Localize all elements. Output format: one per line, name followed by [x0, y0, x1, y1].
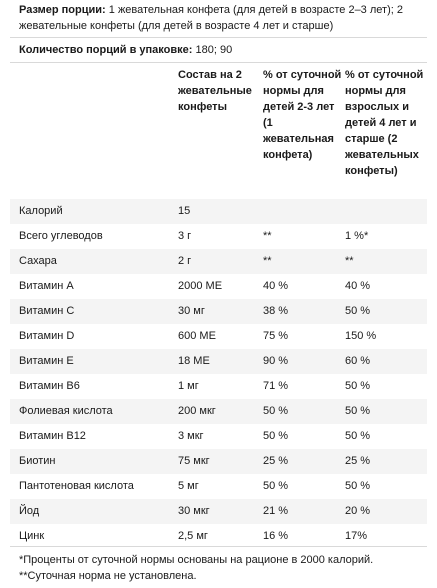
table-row: [10, 299, 427, 324]
serving-size: [19, 2, 419, 34]
footnote-daily-value: *Проценты от суточной нормы основаны на рационе в 2000 калорий.: [19, 554, 374, 566]
nutrient-dv-child: 50 %: [263, 405, 289, 417]
nutrient-dv-adult: 20 %: [345, 505, 371, 517]
table-row: [10, 199, 427, 224]
nutrient-dv-adult: 50 %: [345, 480, 371, 492]
nutrient-name: Витамин A: [19, 280, 74, 292]
nutrient-dv-child: 71 %: [263, 380, 289, 392]
nutrient-name: Цинк: [19, 530, 45, 542]
nutrient-dv-adult: 40 %: [345, 280, 371, 292]
nutrient-dv-child: 38 %: [263, 305, 289, 317]
nutrient-name: Витамин B6: [19, 380, 80, 392]
nutrient-amount: 2 г: [178, 255, 192, 267]
table-row: [10, 424, 427, 449]
table-row: [10, 274, 427, 299]
table-row: [10, 374, 427, 399]
nutrient-name: Йод: [19, 505, 40, 517]
nutrient-dv-child: 75 %: [263, 330, 289, 342]
nutrient-dv-adult: 1 %*: [345, 230, 369, 242]
nutrient-dv-child: **: [263, 230, 272, 242]
column-header-dv-child: % от суточной нормы для детей 2-3 лет (1 жевательная конфета): [263, 69, 342, 161]
divider: [10, 62, 427, 63]
nutrient-dv-adult: 17%: [345, 530, 368, 542]
nutrient-name: Сахара: [19, 255, 57, 267]
nutrient-name: Фолиевая кислота: [19, 405, 113, 417]
table-row: [10, 474, 427, 499]
nutrient-amount: 15: [178, 205, 191, 217]
nutrient-name: Витамин E: [19, 355, 74, 367]
nutrient-name: Калорий: [19, 205, 63, 217]
table-row: [10, 449, 427, 474]
nutrient-amount: 200 мкг: [178, 405, 216, 417]
nutrient-dv-adult: 25 %: [345, 455, 371, 467]
servings-per-container: [19, 43, 232, 57]
nutrient-dv-child: 21 %: [263, 505, 289, 517]
footnote-not-established: **Суточная норма не установлена.: [19, 570, 197, 582]
servings-value: 180; 90: [195, 44, 233, 56]
nutrient-amount: 18 МЕ: [178, 355, 210, 367]
table-row: [10, 324, 427, 349]
nutrient-dv-adult: 50 %: [345, 405, 371, 417]
nutrient-amount: 3 мкг: [178, 430, 204, 442]
nutrient-name: Витамин D: [19, 330, 75, 342]
nutrient-amount: 30 мг: [178, 305, 205, 317]
supplement-facts-panel: [10, 0, 427, 588]
nutrient-dv-child: 50 %: [263, 430, 289, 442]
nutrient-dv-child: 16 %: [263, 530, 289, 542]
table-row: [10, 349, 427, 374]
nutrient-dv-child: 25 %: [263, 455, 289, 467]
nutrient-name: Витамин C: [19, 305, 75, 317]
nutrient-dv-child: 90 %: [263, 355, 289, 367]
nutrient-dv-adult: 150 %: [345, 330, 377, 342]
divider: [10, 37, 427, 38]
column-header-dv-adult: % от суточной нормы для взрослых и детей 4 лет и старше (2 жевательных конфеты): [345, 69, 424, 177]
nutrient-amount: 75 мкг: [178, 455, 210, 467]
nutrient-dv-child: **: [263, 255, 272, 267]
serving-size-text: 1 жевательная конфета (для детей в возрасте 2–3 лет); 2 жевательные конфеты (для детей в возрасте 4 лет и старше): [19, 4, 403, 32]
nutrient-amount: 2,5 мг: [178, 530, 208, 542]
nutrient-dv-adult: 60 %: [345, 355, 371, 367]
table-row: [10, 249, 427, 274]
nutrient-dv-adult: 50 %: [345, 305, 371, 317]
nutrient-amount: 1 мг: [178, 380, 199, 392]
nutrient-amount: 3 г: [178, 230, 192, 242]
table-row: [10, 224, 427, 249]
serving-size-label: Размер порции:: [19, 4, 106, 16]
nutrient-amount: 2000 МЕ: [178, 280, 223, 292]
nutrient-dv-adult: 50 %: [345, 380, 371, 392]
table-row: [10, 499, 427, 524]
nutrient-dv-child: 50 %: [263, 480, 289, 492]
nutrient-name: Биотин: [19, 455, 56, 467]
nutrient-amount: 30 мкг: [178, 505, 210, 517]
nutrient-name: Витамин B12: [19, 430, 86, 442]
nutrient-dv-adult: **: [345, 255, 354, 267]
nutrient-dv-adult: 50 %: [345, 430, 371, 442]
nutrient-amount: 5 мг: [178, 480, 199, 492]
servings-label: Количество порций в упаковке:: [19, 44, 193, 56]
nutrient-amount: 600 МЕ: [178, 330, 216, 342]
column-header-amount: Состав на 2 жевательные конфеты: [178, 69, 252, 113]
nutrient-name: Всего углеводов: [19, 230, 103, 242]
table-row: [10, 399, 427, 424]
nutrient-dv-child: 40 %: [263, 280, 289, 292]
divider: [10, 546, 427, 547]
nutrient-name: Пантотеновая кислота: [19, 480, 134, 492]
